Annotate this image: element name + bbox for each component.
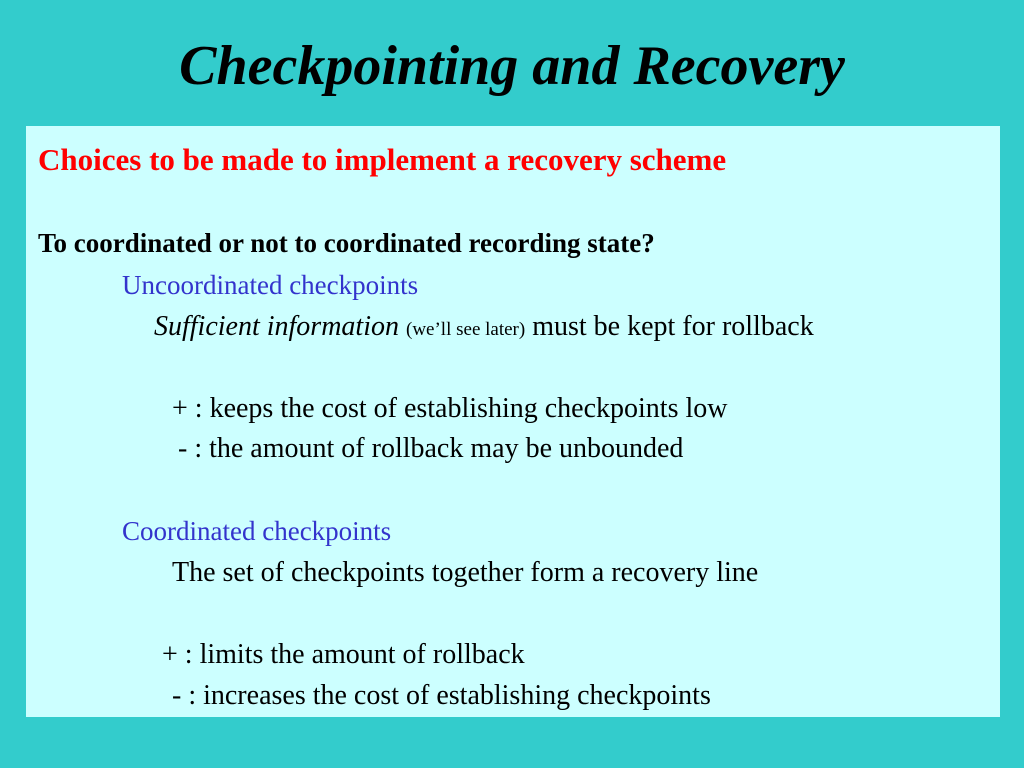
- note-small: (we’ll see later): [406, 319, 526, 340]
- content-box: [26, 126, 1000, 717]
- uncoordinated-minus: - : the amount of rollback may be unbounded: [178, 433, 684, 464]
- uncoordinated-note: [154, 313, 814, 341]
- uncoordinated-label: Uncoordinated checkpoints: [122, 270, 419, 300]
- note-rest: must be kept for rollback: [532, 311, 814, 342]
- question-text: To coordinated or not to coordinated recording state?: [38, 228, 655, 258]
- slide-title: Checkpointing and Recovery: [179, 35, 845, 97]
- section-heading: Choices to be made to implement a recovery scheme: [38, 142, 727, 177]
- note-italic: Sufficient information: [154, 311, 399, 342]
- coordinated-plus: + : limits the amount of rollback: [162, 639, 525, 670]
- uncoordinated-plus: + : keeps the cost of establishing checkpoints low: [172, 393, 728, 424]
- coordinated-note: The set of checkpoints together form a recovery line: [172, 557, 759, 588]
- coordinated-minus: - : increases the cost of establishing checkpoints: [172, 680, 711, 711]
- coordinated-label: Coordinated checkpoints: [122, 516, 392, 546]
